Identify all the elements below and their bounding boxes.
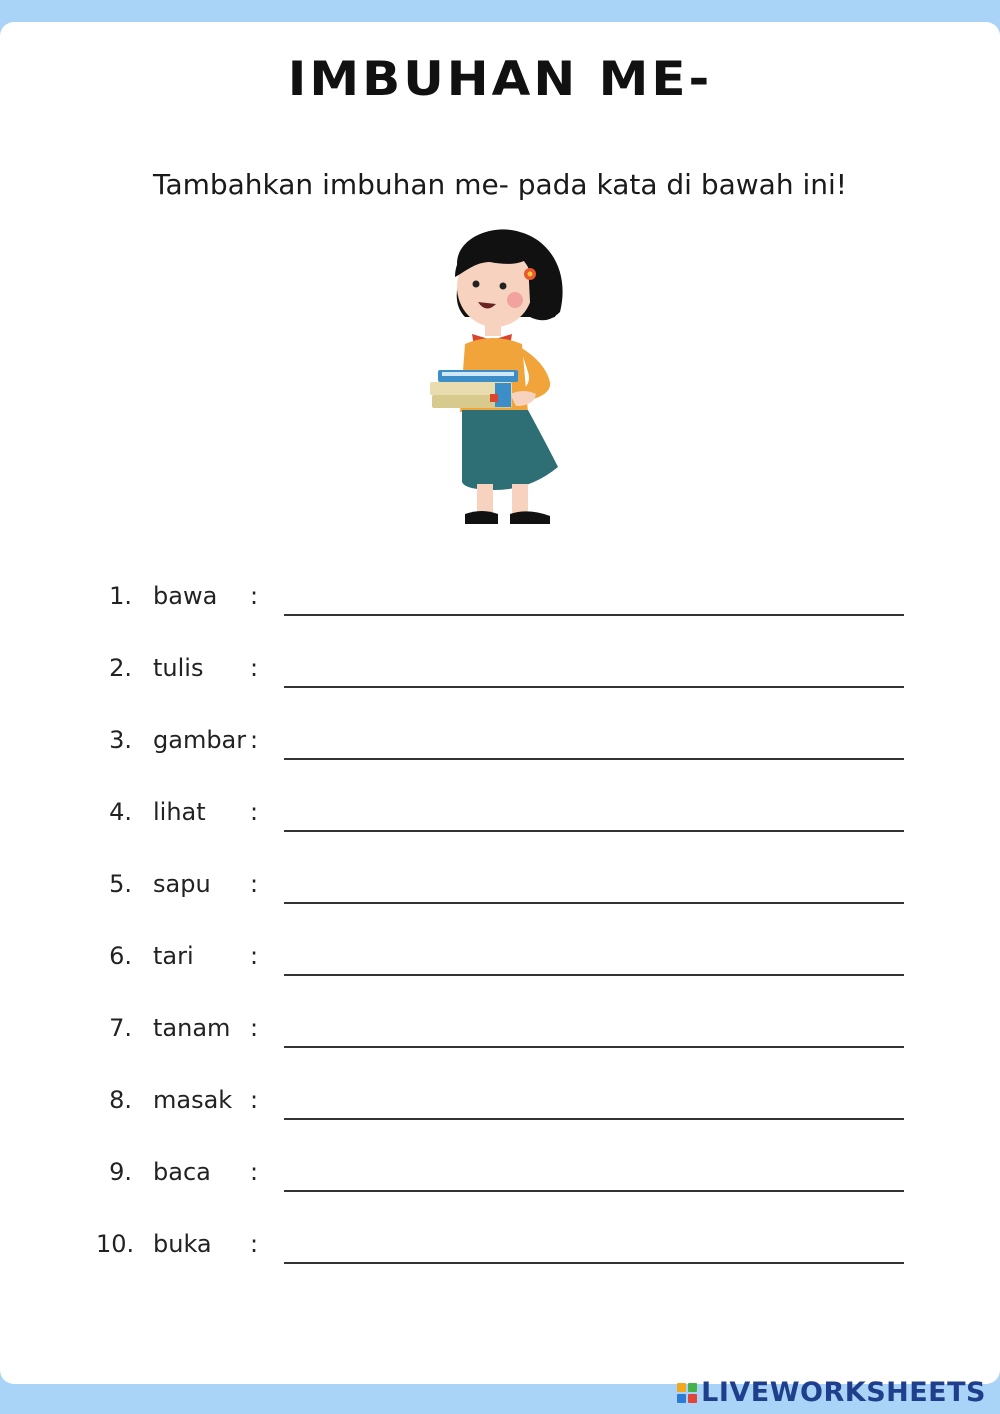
item-word: tanam [153, 1014, 231, 1042]
item-word: tulis [153, 654, 204, 682]
item-number: 10. [96, 1230, 135, 1258]
item-colon: : [250, 1230, 259, 1258]
liveworksheets-icon [677, 1383, 697, 1403]
list-item [0, 1014, 1000, 1054]
list-item [0, 582, 1000, 622]
list-item [0, 942, 1000, 982]
item-word: masak [153, 1086, 233, 1114]
item-number: 4. [109, 798, 132, 826]
worksheet-instruction: Tambahkan imbuhan me- pada kata di bawah ini! [152, 168, 848, 201]
list-item [0, 726, 1000, 766]
item-number: 3. [109, 726, 132, 754]
list-item [0, 1158, 1000, 1198]
item-word: buka [153, 1230, 212, 1258]
item-word: baca [153, 1158, 211, 1186]
item-word: lihat [153, 798, 206, 826]
answer-input[interactable] [284, 1046, 904, 1048]
list-item [0, 1086, 1000, 1126]
item-word: gambar [153, 726, 247, 754]
worksheet-title: IMBUHAN ME- [287, 51, 713, 107]
item-number: 2. [109, 654, 132, 682]
item-number: 8. [109, 1086, 132, 1114]
item-colon: : [250, 1014, 259, 1042]
list-item [0, 870, 1000, 910]
item-colon: : [250, 870, 259, 898]
item-colon: : [250, 1158, 259, 1186]
answer-input[interactable] [284, 614, 904, 616]
answer-input[interactable] [284, 902, 904, 904]
item-word: bawa [153, 582, 218, 610]
answer-input[interactable] [284, 1118, 904, 1120]
item-colon: : [250, 798, 259, 826]
brand-name: LIVEWORKSHEETS [701, 1377, 986, 1408]
answer-input[interactable] [284, 1190, 904, 1192]
item-number: 7. [109, 1014, 132, 1042]
item-number: 6. [109, 942, 132, 970]
item-colon: : [250, 654, 259, 682]
item-number: 5. [109, 870, 132, 898]
answer-input[interactable] [284, 1262, 904, 1264]
item-word: tari [153, 942, 194, 970]
answer-input[interactable] [284, 758, 904, 760]
list-item [0, 798, 1000, 838]
item-colon: : [250, 942, 259, 970]
item-number: 9. [109, 1158, 132, 1186]
list-item [0, 654, 1000, 694]
item-colon: : [250, 582, 259, 610]
item-word: sapu [153, 870, 211, 898]
item-colon: : [250, 1086, 259, 1114]
answer-input[interactable] [284, 830, 904, 832]
item-colon: : [250, 726, 259, 754]
item-number: 1. [109, 582, 132, 610]
list-item [0, 1230, 1000, 1270]
answer-input[interactable] [284, 974, 904, 976]
answer-input[interactable] [284, 686, 904, 688]
liveworksheets-logo[interactable] [677, 1377, 986, 1408]
